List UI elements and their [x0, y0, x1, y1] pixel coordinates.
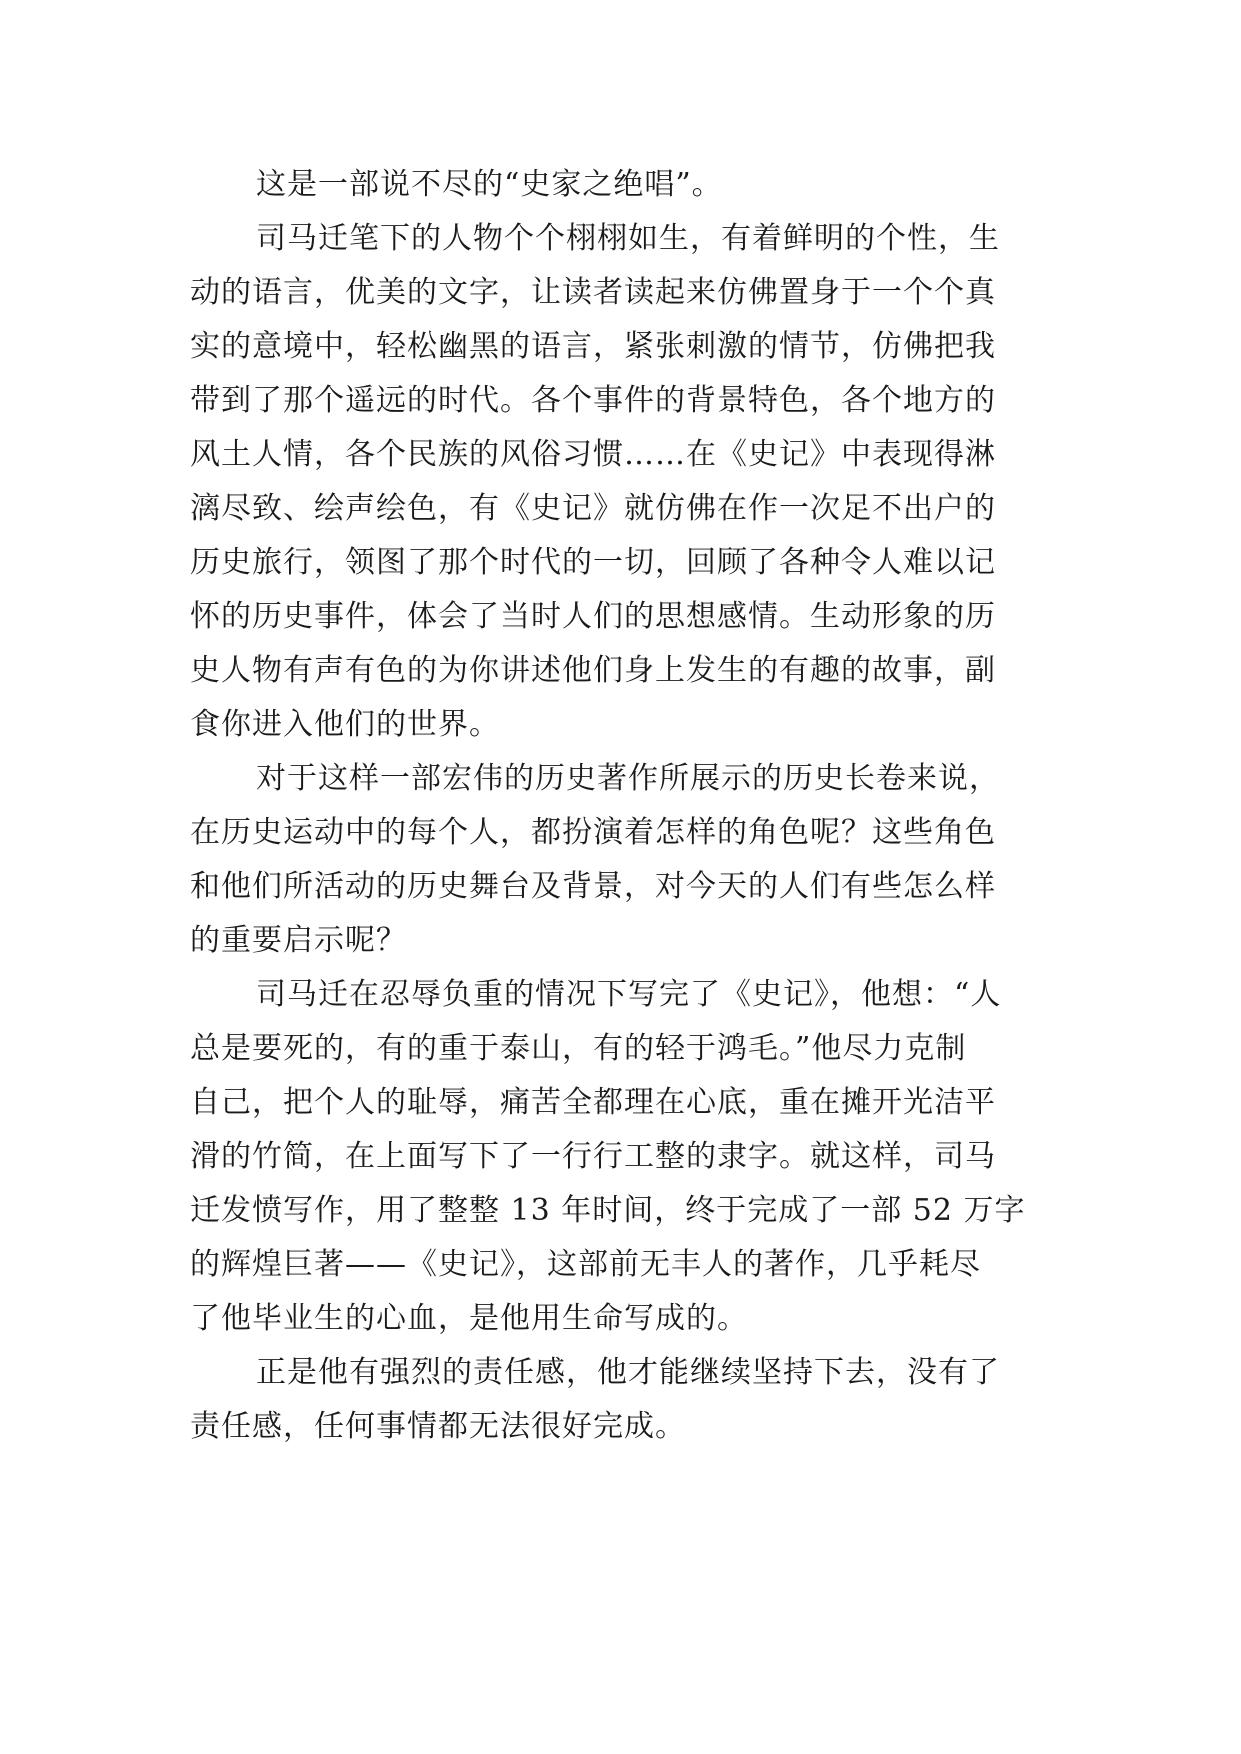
paragraph-5-line-1: 正是他有强烈的责任感，他才能继续坚持下去，没有了: [256, 1355, 1000, 1390]
paragraph-4-line-1: 司马迁在忍辱负重的情况下写完了《史记》，他想：“人: [256, 977, 1002, 1012]
paragraph-5-line-2: 责任感，任何事情都无法很好完成。: [190, 1409, 686, 1444]
paragraph-2-line-2: 动的语言，优美的文字，让读者读起来仿佛置身于一个个真: [190, 275, 996, 310]
paragraph-3-line-4: 的重要启示呢？: [190, 923, 407, 958]
paragraph-3-line-3: 和他们所活动的历史舞台及背景，对今天的人们有些怎么样: [190, 869, 996, 904]
paragraph-2-line-9: 史人物有声有色的为你讲述他们身上发生的有趣的故事，副: [190, 653, 996, 688]
paragraph-3-line-1: 对于这样一部宏伟的历史著作所展示的历史长卷来说，: [256, 761, 1000, 796]
paragraph-4-line-4: 滑的竹简，在上面写下了一行行工整的隶字。就这样，司马: [190, 1139, 996, 1174]
paragraph-1-line-1: 这是一部说不尽的“史家之绝唱”。: [256, 167, 723, 202]
paragraph-2-line-4: 带到了那个遥远的时代。各个事件的背景特色，各个地方的: [190, 383, 996, 418]
paragraph-4-line-3: 自己，把个人的耻辱，痛苦全都理在心底，重在摊开光洁平: [190, 1085, 996, 1120]
paragraph-2-line-1: 司马迁笔下的人物个个栩栩如生，有着鲜明的个性，生: [256, 221, 1000, 256]
paragraph-2-line-7: 历史旅行，领图了那个时代的一切，回顾了各种令人难以记: [190, 545, 996, 580]
paragraph-4-line-6: 的辉煌巨著——《史记》，这部前无丰人的著作，几乎耗尽: [190, 1247, 981, 1282]
paragraph-2-line-10: 食你进入他们的世界。: [190, 707, 500, 742]
paragraph-4-line-7: 了他毕业生的心血，是他用生命写成的。: [190, 1301, 748, 1336]
paragraph-4-line-2: 总是要死的，有的重于泰山，有的轻于鸿毛。”他尽力克制: [190, 1031, 967, 1066]
paragraph-2-line-6: 漓尽致、绘声绘色，有《史记》就仿佛在作一次足不出户的: [190, 491, 996, 526]
paragraph-3-line-2: 在历史运动中的每个人，都扮演着怎样的角色呢？这些角色: [190, 815, 996, 850]
paragraph-2-line-3: 实的意境中，轻松幽黑的语言，紧张刺激的情节，仿佛把我: [190, 329, 996, 364]
paragraph-2-line-5: 风土人情，各个民族的风俗习惯……在《史记》中表现得淋: [190, 437, 996, 472]
paragraph-4-line-5: 迁发愤写作，用了整整 13 年时间，终于完成了一部 52 万字: [190, 1193, 1026, 1228]
paragraph-2-line-8: 怀的历史事件，体会了当时人们的思想感情。生动形象的历: [190, 599, 996, 634]
